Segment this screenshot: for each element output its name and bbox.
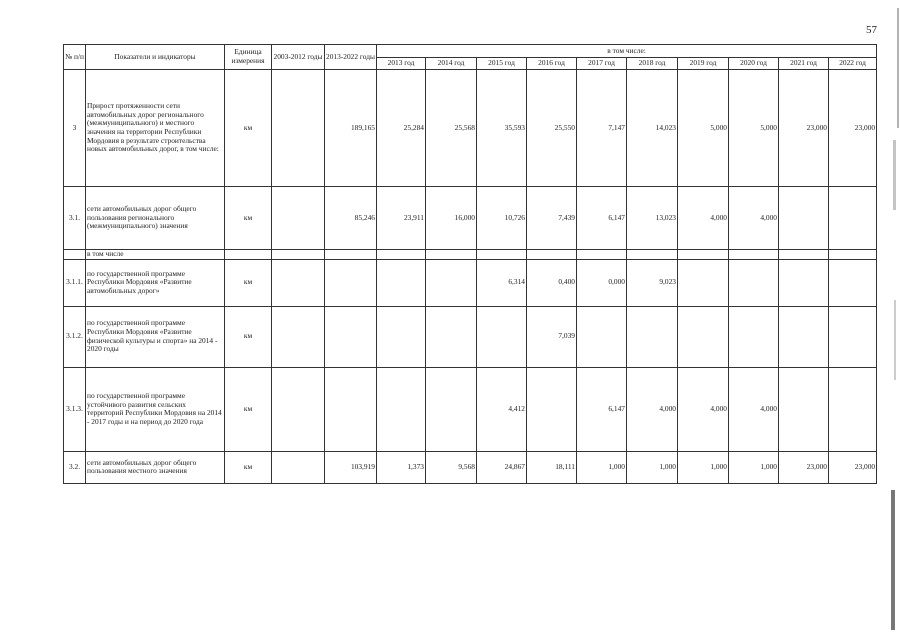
year-value xyxy=(678,259,729,306)
table-row xyxy=(64,451,877,483)
year-value: 14,023 xyxy=(627,70,678,187)
year-value: 1,000 xyxy=(729,451,779,483)
table-row xyxy=(64,250,877,260)
col-header-year: 2015 год xyxy=(477,58,527,70)
year-value xyxy=(779,187,829,250)
year-value: 1,373 xyxy=(377,451,426,483)
year-value: 5,000 xyxy=(678,70,729,187)
period-2-value xyxy=(325,306,377,367)
period-1-value xyxy=(272,451,325,483)
year-value: 1,000 xyxy=(627,451,678,483)
year-value xyxy=(779,367,829,451)
page-number: 57 xyxy=(866,24,877,36)
year-value xyxy=(678,250,729,260)
col-header-year: 2019 год xyxy=(678,58,729,70)
period-1-value xyxy=(272,70,325,187)
row-number xyxy=(64,250,86,260)
unit-cell: км xyxy=(225,259,272,306)
year-value xyxy=(678,306,729,367)
unit-cell: км xyxy=(225,367,272,451)
year-value xyxy=(829,259,877,306)
unit-cell: км xyxy=(225,306,272,367)
col-header-period-2: 2013-2022 годы xyxy=(325,45,377,70)
year-value: 23,911 xyxy=(377,187,426,250)
col-header-year: 2014 год xyxy=(426,58,477,70)
year-value xyxy=(627,306,678,367)
year-value: 0,400 xyxy=(527,259,577,306)
period-1-value xyxy=(272,259,325,306)
col-header-unit: Единица измерения xyxy=(225,45,272,70)
year-value xyxy=(729,306,779,367)
year-value xyxy=(779,250,829,260)
scan-edge-mark xyxy=(897,8,899,128)
period-2-value xyxy=(325,259,377,306)
year-value xyxy=(426,259,477,306)
year-value: 10,726 xyxy=(477,187,527,250)
row-number: 3 xyxy=(64,70,86,187)
year-value xyxy=(779,259,829,306)
year-value: 6,147 xyxy=(577,367,627,451)
year-value: 0,000 xyxy=(577,259,627,306)
year-value: 9,023 xyxy=(627,259,678,306)
year-value: 4,000 xyxy=(729,367,779,451)
indicator-name: Прирост протяженности сети автомобильных дорог регионального (межмуниципального) и местного значения на территории Республики Мордовия в результате строительства новых автомобильных дорог, в том числе: xyxy=(86,70,225,187)
period-2-value: 85,246 xyxy=(325,187,377,250)
indicator-name: сети автомобильных дорог общего пользования местного значения xyxy=(86,451,225,483)
year-value: 6,314 xyxy=(477,259,527,306)
year-value xyxy=(477,306,527,367)
period-1-value xyxy=(272,187,325,250)
scan-edge-mark xyxy=(894,300,896,380)
year-value: 13,023 xyxy=(627,187,678,250)
table-row xyxy=(64,367,877,451)
year-value: 6,147 xyxy=(577,187,627,250)
col-header-year: 2022 год xyxy=(829,58,877,70)
year-value xyxy=(829,306,877,367)
year-value: 35,593 xyxy=(477,70,527,187)
year-value: 4,000 xyxy=(678,187,729,250)
year-value xyxy=(527,250,577,260)
year-value: 25,568 xyxy=(426,70,477,187)
year-value xyxy=(577,250,627,260)
year-value: 16,000 xyxy=(426,187,477,250)
unit-cell: км xyxy=(225,187,272,250)
year-value xyxy=(829,367,877,451)
year-value xyxy=(477,250,527,260)
year-value: 23,000 xyxy=(779,70,829,187)
year-value: 23,000 xyxy=(779,451,829,483)
year-value: 18,111 xyxy=(527,451,577,483)
period-2-value: 189,165 xyxy=(325,70,377,187)
year-value xyxy=(377,250,426,260)
period-1-value xyxy=(272,306,325,367)
table-row xyxy=(64,187,877,250)
year-value xyxy=(377,367,426,451)
year-value xyxy=(829,250,877,260)
year-value: 4,000 xyxy=(627,367,678,451)
period-2-value: 103,919 xyxy=(325,451,377,483)
year-value: 23,000 xyxy=(829,70,877,187)
year-value: 9,568 xyxy=(426,451,477,483)
year-value xyxy=(377,306,426,367)
year-value xyxy=(729,259,779,306)
indicators-table xyxy=(63,44,877,484)
year-value: 23,000 xyxy=(829,451,877,483)
unit-cell: км xyxy=(225,451,272,483)
year-value: 7,439 xyxy=(527,187,577,250)
col-header-year: 2016 год xyxy=(527,58,577,70)
indicator-name: по государственной программе устойчивого развития сельских территорий Республики Мордовия на 2014 - 2017 годы и на период до 2020 года xyxy=(86,367,225,451)
col-header-period-1: 2003-2012 годы xyxy=(272,45,325,70)
scan-edge-mark xyxy=(891,490,895,630)
year-value: 4,000 xyxy=(678,367,729,451)
year-value: 25,284 xyxy=(377,70,426,187)
table-row xyxy=(64,259,877,306)
year-value: 5,000 xyxy=(729,70,779,187)
row-number: 3.1.2. xyxy=(64,306,86,367)
year-value xyxy=(426,367,477,451)
col-header-num: № п/п xyxy=(64,45,86,70)
year-value xyxy=(377,259,426,306)
row-number: 3.2. xyxy=(64,451,86,483)
row-number: 3.1.1. xyxy=(64,259,86,306)
row-number: 3.1. xyxy=(64,187,86,250)
col-header-including: в том числе: xyxy=(377,45,877,58)
period-2-value xyxy=(325,367,377,451)
year-value xyxy=(729,250,779,260)
year-value: 4,412 xyxy=(477,367,527,451)
year-value xyxy=(577,306,627,367)
unit-cell xyxy=(225,250,272,260)
year-value xyxy=(627,250,678,260)
indicator-name: по государственной программе Республики Мордовия «Развитие физической культуры и спорта» на 2014 - 2020 годы xyxy=(86,306,225,367)
period-1-value xyxy=(272,250,325,260)
year-value: 24,867 xyxy=(477,451,527,483)
table-body xyxy=(64,70,877,484)
col-header-year: 2020 год xyxy=(729,58,779,70)
year-value xyxy=(426,306,477,367)
period-2-value xyxy=(325,250,377,260)
scan-edge-mark xyxy=(893,140,896,210)
col-header-indicator: Показатели и индикаторы xyxy=(86,45,225,70)
header-row xyxy=(64,45,877,58)
year-value xyxy=(527,367,577,451)
year-value: 1,000 xyxy=(678,451,729,483)
year-value: 7,147 xyxy=(577,70,627,187)
indicator-name: по государственной программе Республики Мордовия «Развитие автомобильных дорог» xyxy=(86,259,225,306)
period-1-value xyxy=(272,367,325,451)
year-value: 1,000 xyxy=(577,451,627,483)
col-header-year: 2013 год xyxy=(377,58,426,70)
col-header-year: 2018 год xyxy=(627,58,678,70)
col-header-year: 2021 год xyxy=(779,58,829,70)
year-value: 4,000 xyxy=(729,187,779,250)
col-header-year: 2017 год xyxy=(577,58,627,70)
year-value: 25,550 xyxy=(527,70,577,187)
row-number: 3.1.3. xyxy=(64,367,86,451)
year-value: 7,039 xyxy=(527,306,577,367)
indicator-name: сети автомобильных дорог общего пользования регионального (межмуниципального) значения xyxy=(86,187,225,250)
indicator-name: в том числе xyxy=(86,250,225,260)
table-row xyxy=(64,306,877,367)
year-value xyxy=(829,187,877,250)
unit-cell: км xyxy=(225,70,272,187)
year-value xyxy=(426,250,477,260)
year-value xyxy=(779,306,829,367)
table-row xyxy=(64,70,877,187)
